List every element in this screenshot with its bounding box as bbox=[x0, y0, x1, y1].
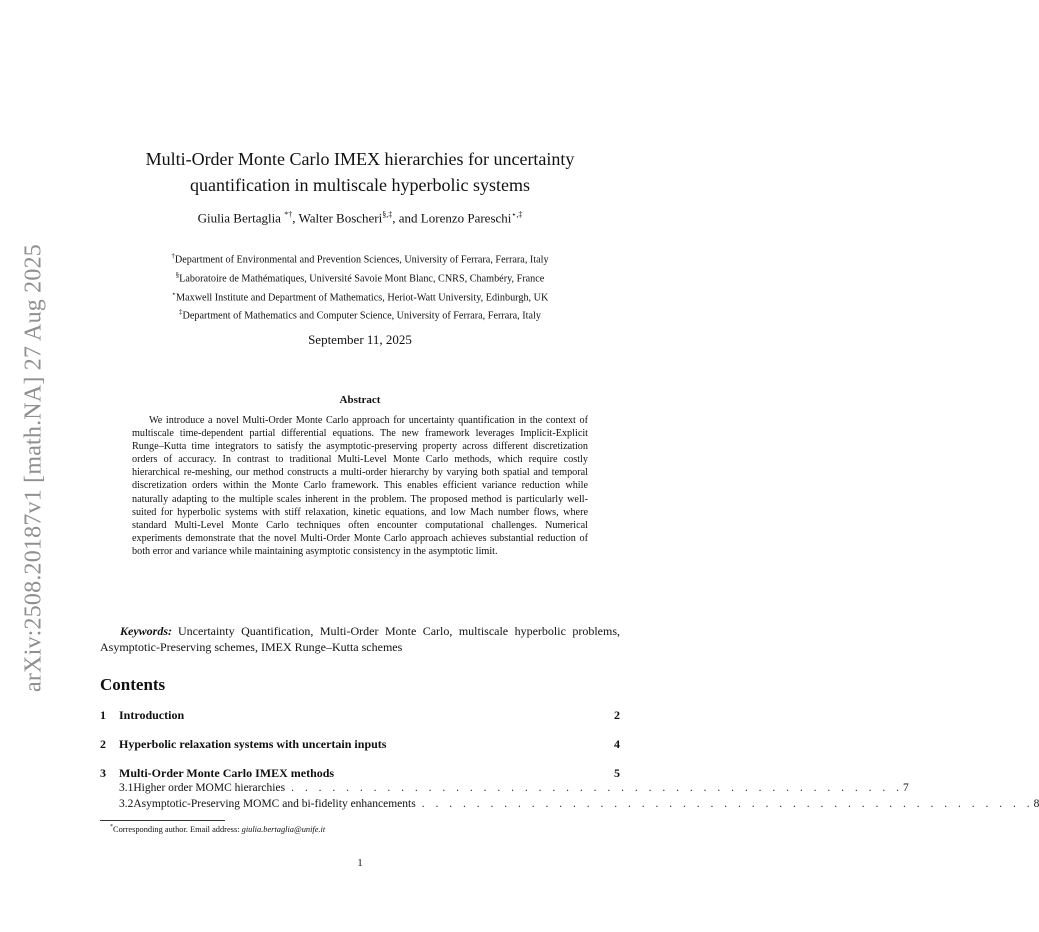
toc-entry[interactable] bbox=[100, 737, 620, 752]
toc-leader: . . . . . . . . . . . . . . . . . . . . . . . . . . . . . . . . . . . . . . . . . . . . . bbox=[291, 782, 903, 794]
email-link[interactable]: giulia.bertaglia@unife.it bbox=[241, 824, 326, 834]
keywords-label: Keywords: bbox=[120, 624, 172, 638]
toc-number: 3 bbox=[100, 766, 106, 780]
author-name: Walter Boscheri bbox=[298, 210, 383, 226]
toc-page: 8 bbox=[1033, 798, 1039, 810]
footnote bbox=[110, 824, 325, 834]
affiliation-line bbox=[100, 287, 620, 306]
affiliation-text: Laboratoire de Mathématiques, Université Savoie Mont Blanc, CNRS, Chambéry, France bbox=[179, 273, 545, 285]
toc-leader: . . . . . . . . . . . . . . . . . . . . . . . . . . . . . . . . . . . . . . . . . . . . . bbox=[421, 798, 1034, 810]
toc-label: Asymptotic-Preserving MOMC and bi-fidelity enhancements bbox=[133, 798, 416, 810]
page-number: 1 bbox=[357, 857, 363, 869]
affiliation-mark: ‡ bbox=[179, 308, 183, 317]
affiliation-text: Maxwell Institute and Department of Mathematics, Heriot-Watt University, Edinburgh, UK bbox=[176, 291, 549, 303]
abstract-heading: Abstract bbox=[339, 394, 381, 406]
affiliations bbox=[100, 249, 620, 324]
toc-number: 3.1 bbox=[119, 782, 134, 794]
author-marks: *† bbox=[284, 210, 293, 219]
toc-label: Hyperbolic relaxation systems with uncertain inputs bbox=[119, 737, 387, 751]
author-name: Lorenzo Pareschi bbox=[420, 210, 512, 226]
author-marks: ⋆,‡ bbox=[511, 210, 523, 219]
toc-number: 3.2 bbox=[119, 798, 134, 810]
title-line-2: quantification in multiscale hyperbolic systems bbox=[190, 175, 530, 195]
footnote-rule bbox=[100, 820, 225, 821]
author-name: Giulia Bertaglia bbox=[197, 210, 285, 226]
toc-entry[interactable] bbox=[100, 708, 620, 723]
affiliation-text: Department of Mathematics and Computer Science, University of Ferrara, Ferrara, Italy bbox=[182, 310, 541, 322]
affiliation-text: Department of Environmental and Prevention Sciences, University of Ferrara, Ferrara, Italy bbox=[174, 254, 549, 266]
keywords-text: Uncertainty Quantification, Multi-Order Monte Carlo, multiscale hyperbolic problems, Asymptotic-Preserving schemes, IMEX Runge–Kutta schemes bbox=[100, 624, 620, 654]
title-line-1: Multi-Order Monte Carlo IMEX hierarchies for uncertainty bbox=[145, 149, 575, 169]
footnote-mark: * bbox=[110, 824, 113, 830]
toc-page: 7 bbox=[902, 782, 909, 794]
toc-label: Higher order MOMC hierarchies bbox=[133, 782, 286, 794]
toc-label: Multi-Order Monte Carlo IMEX methods bbox=[119, 766, 335, 780]
toc-page: 5 bbox=[614, 766, 620, 780]
contents-heading: Contents bbox=[100, 675, 166, 694]
author-separator: , and bbox=[392, 210, 421, 226]
toc-page: 2 bbox=[614, 708, 620, 722]
toc-subentry[interactable] bbox=[119, 798, 1039, 810]
affiliation-line bbox=[100, 249, 620, 268]
affiliation-mark: ⋆ bbox=[171, 289, 177, 298]
toc-page: 4 bbox=[614, 737, 620, 751]
author-separator: , bbox=[292, 210, 299, 226]
toc-subentry[interactable] bbox=[119, 782, 909, 794]
affiliation-mark: † bbox=[171, 252, 175, 260]
affiliation-line bbox=[100, 305, 620, 324]
author-list bbox=[100, 210, 620, 226]
toc-label: Introduction bbox=[119, 708, 185, 722]
paper-title bbox=[100, 146, 620, 198]
author-marks: §,‡ bbox=[382, 210, 393, 219]
arxiv-identifier: arXiv:2508.20187v1 [math.NA] 27 Aug 2025 bbox=[20, 244, 47, 692]
toc-number: 2 bbox=[100, 737, 106, 751]
keywords bbox=[100, 623, 620, 655]
publication-date: September 11, 2025 bbox=[308, 332, 412, 347]
abstract-text: We introduce a novel Multi-Order Monte Carlo approach for uncertainty quantification in the context of multiscale time-dependent partial differential equations. The new framework leverages Implicit-Explicit Runge–Kutta time integrators to satisfy the asymptotic-preserving property across different discretization orders of accuracy. In contrast to traditional Multi-Level Monte Carlo methods, which require costly hierarchical re-meshing, our method constructs a multi-order hierarchy by varying both spatial and temporal discretization orders within the Monte Carlo framework. This enables efficient variance reduction while naturally adapting to the multiple scales inherent in the problem. The proposed method is particularly well-suited for hyperbolic systems with stiff relaxation, kinetic equations, and low Mach number flows, where standard Multi-Level Monte Carlo techniques often encounter computational challenges. Numerical experiments demonstrate that the novel Multi-Order Monte Carlo approach achieves substantial reduction of both error and variance while maintaining asymptotic consistency in the asymptotic limit. bbox=[132, 415, 588, 557]
footnote-text: Corresponding author. Email address: bbox=[113, 824, 242, 834]
affiliation-line bbox=[100, 268, 620, 287]
affiliation-mark: § bbox=[175, 270, 180, 279]
toc-entry[interactable] bbox=[100, 766, 620, 781]
toc-number: 1 bbox=[100, 708, 106, 722]
